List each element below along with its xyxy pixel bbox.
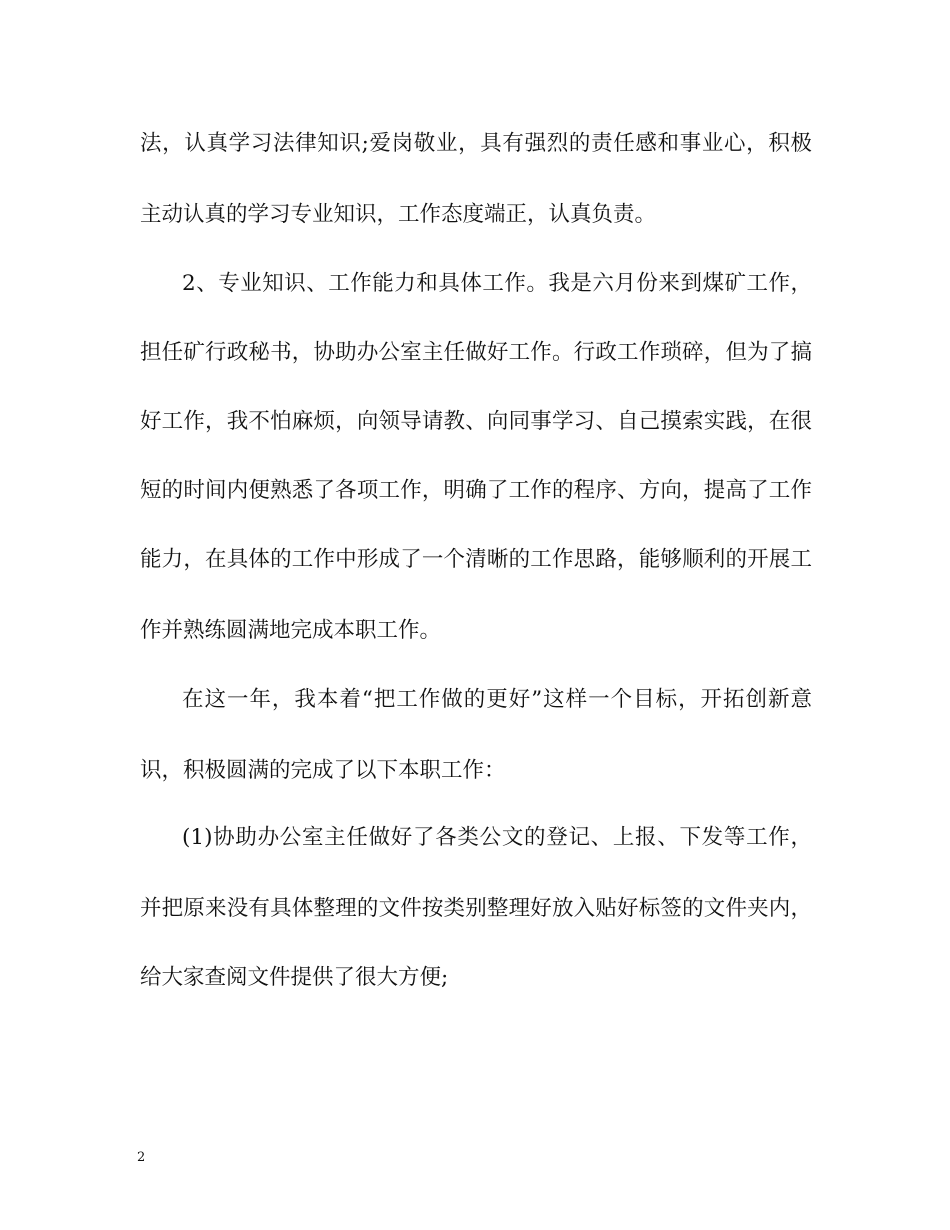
- text-line-12: 并把原来没有具体整理的文件按类别整理好放入贴好标签的文件夹内，: [140, 896, 812, 921]
- text-line-9: 在这一年，我本着“把工作做的更好”这样一个目标，开拓创新意: [182, 687, 812, 712]
- text-line-5: 好工作，我不怕麻烦，向领导请教、向同事学习、自己摸索实践，在很: [140, 409, 812, 434]
- text-line-11: (1)协助办公室主任做好了各类公文的登记、上报、下发等工作，: [182, 825, 812, 850]
- text-line-2: 主动认真的学习专业知识，工作态度端正，认真负责。: [140, 202, 657, 227]
- text-line-7: 能力，在具体的工作中形成了一个清晰的工作思路，能够顺利的开展工: [140, 547, 812, 572]
- text-line-4: 担任矿行政秘书，协助办公室主任做好工作。行政工作琐碎，但为了搞: [140, 340, 812, 365]
- text-line-13: 给大家查阅文件提供了很大方便;: [140, 965, 449, 990]
- text-line-3: 2、专业知识、工作能力和具体工作。我是六月份来到煤矿工作，: [182, 271, 812, 296]
- text-line-1: 法，认真学习法律知识;爱岗敬业，具有强烈的责任感和事业心，积极: [140, 131, 812, 156]
- text-line-10: 识，积极圆满的完成了以下本职工作：: [140, 758, 506, 783]
- page-number: 2: [137, 1150, 146, 1165]
- text-line-6: 短的时间内便熟悉了各项工作，明确了工作的程序、方向，提高了工作: [140, 478, 812, 503]
- text-line-8: 作并熟练圆满地完成本职工作。: [140, 618, 442, 643]
